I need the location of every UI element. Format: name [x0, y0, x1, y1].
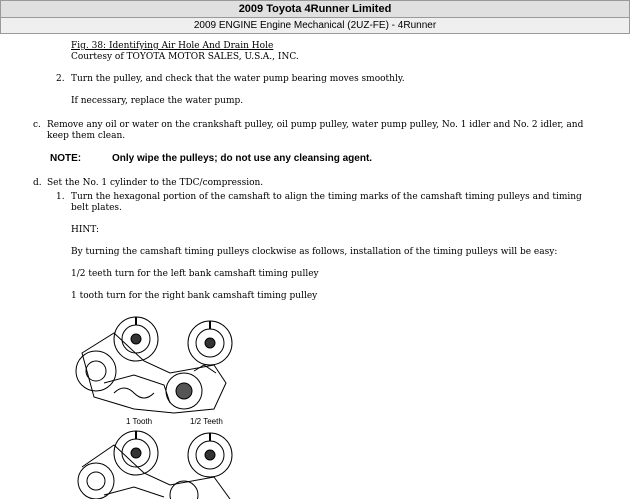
right-bank-instruction: 1 tooth turn for the right bank camshaft timing pulley — [71, 291, 318, 301]
figure-courtesy: Courtesy of TOYOTA MOTOR SALES, U.S.A., INC. — [71, 52, 299, 62]
step-d1-number: 1. — [56, 192, 65, 202]
step-d-text: Set the No. 1 cylinder to the TDC/compression. — [47, 178, 264, 188]
step-d-label: d. — [33, 178, 42, 188]
step-c-line-2: keep them clean. — [47, 131, 126, 141]
step-c-label: c. — [33, 120, 41, 130]
note-text: Only wipe the pulleys; do not use any cleansing agent. — [112, 153, 373, 164]
document-subtitle: 2009 ENGINE Engine Mechanical (2UZ-FE) - 4Runner — [0, 17, 630, 34]
note-label: NOTE: — [50, 153, 82, 164]
figure-label-half-teeth: 1/2 Teeth — [190, 417, 223, 426]
figure-label-1-tooth: 1 Tooth — [126, 417, 153, 426]
step-2-note: If necessary, replace the water pump. — [71, 96, 244, 106]
hint-label: HINT: — [71, 225, 99, 235]
step-2-number: 2. — [56, 74, 65, 84]
step-c-line-1: Remove any oil or water on the crankshaft pulley, oil pump pulley, water pump pulley, No. 1 idler and No. 2 idler, and — [47, 120, 584, 130]
document-title: 2009 Toyota 4Runner Limited — [0, 0, 630, 18]
left-bank-instruction: 1/2 teeth turn for the left bank camshaft timing pulley — [71, 269, 319, 279]
figure-title: Fig. 38: Identifying Air Hole And Drain Hole — [71, 41, 274, 51]
step-2-text: Turn the pulley, and check that the water pump bearing moves smoothly. — [71, 74, 405, 84]
step-d1-line-2: belt plates. — [71, 203, 122, 213]
timing-pulley-illustration — [74, 313, 236, 499]
step-d1-line-1: Turn the hexagonal portion of the camshaft to align the timing marks of the camshaft timing pulleys and timing — [71, 192, 582, 202]
hint-text: By turning the camshaft timing pulleys clockwise as follows, installation of the timing pulleys will be easy: — [71, 247, 558, 257]
